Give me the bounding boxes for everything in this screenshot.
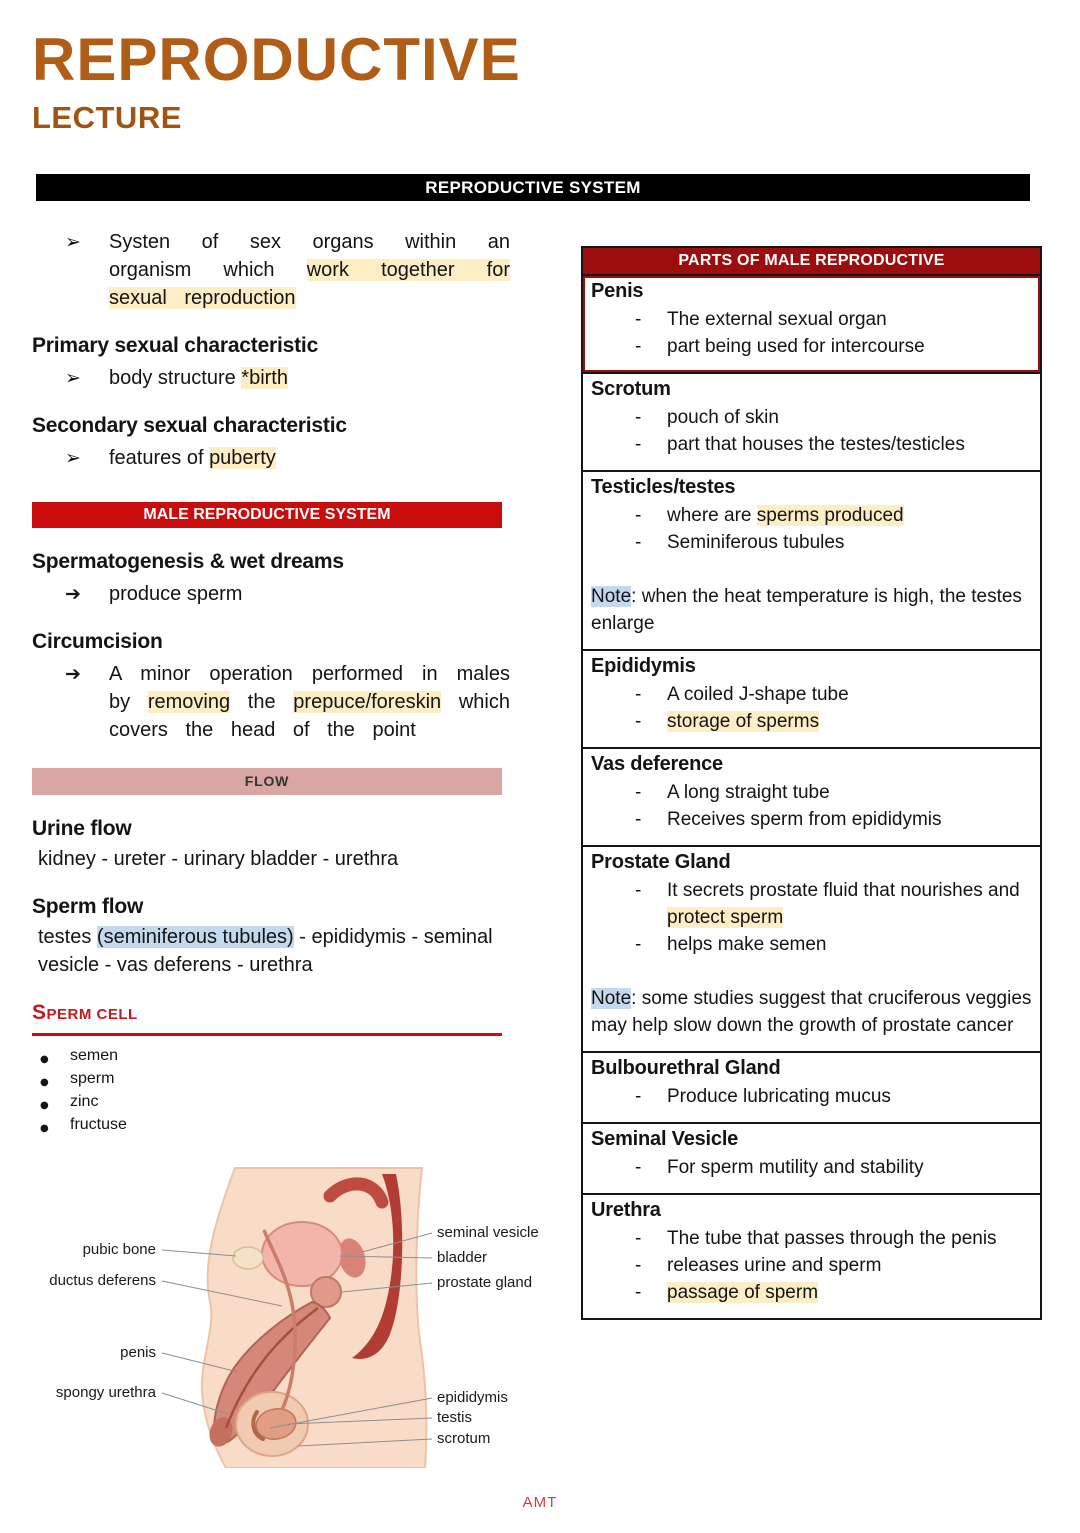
intro-text xyxy=(109,228,510,312)
sperm-flow-text xyxy=(32,923,510,979)
text-segment: features of xyxy=(109,447,210,469)
male-anatomy-illustration xyxy=(30,1166,570,1468)
text-segment: Seminiferous tubules xyxy=(667,532,845,553)
sperm-cell-item: ● fructuse xyxy=(32,1113,510,1136)
text-segment: releases urine and sperm xyxy=(667,1255,882,1276)
table-bullet xyxy=(591,502,1034,529)
table-section-title: Seminal Vesicle xyxy=(591,1128,739,1150)
text-segment: For sperm mutility and stability xyxy=(667,1157,924,1178)
table-bullet xyxy=(591,708,1034,735)
sperm-cell-item: ● semen xyxy=(32,1044,510,1067)
bullet-text xyxy=(667,1279,1034,1306)
urine-flow-heading: Urine flow xyxy=(32,817,132,840)
left-column xyxy=(32,222,510,1136)
dash-marker: - xyxy=(635,336,642,357)
spermatogenesis-heading: Spermatogenesis & wet dreams xyxy=(32,550,344,573)
secondary-characteristic-point xyxy=(32,444,510,472)
table-bullet xyxy=(591,1252,1034,1279)
text-segment: helps make semen xyxy=(667,934,827,955)
secondary-characteristic-text xyxy=(109,444,510,472)
bullet-text xyxy=(667,502,1034,529)
table-section-prostate-gland xyxy=(583,845,1040,1051)
circumcision-text xyxy=(109,660,510,744)
table-section-title: Epididymis xyxy=(591,655,696,677)
text-segment: part that houses the testes/testicles xyxy=(667,434,965,455)
table-bullet xyxy=(591,931,1034,958)
diagram-label-epididymis: epididymis xyxy=(437,1389,508,1406)
text-segment: the xyxy=(230,691,294,713)
text-segment: where are xyxy=(667,505,757,526)
dash-marker: - xyxy=(635,1282,642,1303)
text-segment: puberty xyxy=(209,447,276,469)
table-bullet xyxy=(591,1279,1034,1306)
banner-reproductive-system: REPRODUCTIVE SYSTEM xyxy=(36,174,1030,201)
bullet-text xyxy=(667,404,1034,431)
arrow-bullet-icon: ➢ xyxy=(65,447,81,469)
parts-table-header: PARTS OF MALE REPRODUCTIVE xyxy=(583,248,1040,274)
sperm-cell-list xyxy=(32,1044,510,1136)
text-segment: Note xyxy=(591,586,632,607)
table-note xyxy=(591,985,1034,1039)
primary-characteristic-heading: Primary sexual characteristic xyxy=(32,334,319,357)
text-segment: which covers the head of the point xyxy=(109,691,510,741)
text-segment: (seminiferous tubules) xyxy=(96,926,294,948)
diagram-label-scrotum: scrotum xyxy=(437,1430,491,1447)
bullet-text xyxy=(667,306,1034,333)
table-bullet xyxy=(591,431,1034,458)
primary-characteristic-text xyxy=(109,364,510,392)
circumcision-point xyxy=(32,660,510,744)
bullet-text xyxy=(667,681,1034,708)
text-segment: Receives sperm from epididymis xyxy=(667,809,942,830)
table-section-penis xyxy=(583,274,1040,372)
diagram-label-prostate-gland: prostate gland xyxy=(437,1274,533,1291)
arrow-right-icon: ➔ xyxy=(65,583,81,605)
banner-male-reproductive-system: MALE REPRODUCTIVE SYSTEM xyxy=(32,502,502,528)
table-section-seminal-vesicle xyxy=(583,1122,1040,1193)
sperm-flow-heading: Sperm flow xyxy=(32,895,144,918)
text-segment: The tube that passes through the penis xyxy=(667,1228,997,1249)
text-segment: The external sexual organ xyxy=(667,309,887,330)
table-section-title: Testicles/testes xyxy=(591,476,736,498)
table-bullet xyxy=(591,779,1034,806)
pubic-bone-shape xyxy=(233,1247,263,1269)
table-bullet xyxy=(591,306,1034,333)
dash-marker: - xyxy=(635,934,642,955)
text-segment: body structure xyxy=(109,367,242,389)
bullet-text xyxy=(667,779,1034,806)
table-section-scrotum xyxy=(583,372,1040,470)
dash-marker: - xyxy=(635,407,642,428)
text-segment: part being used for intercourse xyxy=(667,336,925,357)
dash-marker: - xyxy=(635,1157,642,1178)
urine-flow-text xyxy=(32,845,510,873)
bullet-text xyxy=(667,1154,1034,1181)
bullet-text xyxy=(667,333,1034,360)
text-segment: prepuce/foreskin xyxy=(293,691,442,713)
table-bullet xyxy=(591,681,1034,708)
table-bullet xyxy=(591,877,1034,931)
dash-marker: - xyxy=(635,711,642,732)
text-segment: : when the heat temperature is high, the testes enlarge xyxy=(591,586,1022,634)
text-segment: removing xyxy=(147,691,231,713)
text-segment: - epididymis - seminal vesicle - vas deferens - urethra xyxy=(38,926,493,976)
bullet-text xyxy=(667,931,1034,958)
table-section-title: Urethra xyxy=(591,1199,661,1221)
dash-marker: - xyxy=(635,309,642,330)
table-bullet xyxy=(591,529,1034,556)
text-segment: Produce lubricating mucus xyxy=(667,1086,891,1107)
spermatogenesis-point xyxy=(32,580,510,608)
spermatogenesis-text xyxy=(109,580,510,608)
dash-marker: - xyxy=(635,505,642,526)
text-segment: sperms produced xyxy=(756,505,904,526)
table-note xyxy=(591,583,1034,637)
diagram-label-pubic-bone: pubic bone xyxy=(82,1241,156,1258)
page-title: REPRODUCTIVE xyxy=(32,26,521,93)
banner-flow: FLOW xyxy=(32,768,502,795)
text-segment: protect sperm xyxy=(667,907,784,928)
secondary-characteristic-heading: Secondary sexual characteristic xyxy=(32,414,347,437)
bullet-text xyxy=(667,1252,1034,1279)
table-bullet xyxy=(591,1154,1034,1181)
table-section-epididymis xyxy=(583,649,1040,747)
bullet-text xyxy=(667,431,1034,458)
intro-point xyxy=(32,228,510,312)
text-segment: *birth xyxy=(241,367,288,389)
text-segment: It secrets prostate fluid that nourishes and xyxy=(667,880,1020,901)
text-segment: testes xyxy=(38,926,97,948)
diagram-label-penis: penis xyxy=(120,1344,156,1361)
bullet-text xyxy=(667,1083,1034,1110)
page-header xyxy=(32,26,521,136)
text-segment: A long straight tube xyxy=(667,782,830,803)
text-segment: : some studies suggest that cruciferous veggies may help slow down the growth of prostate cancer xyxy=(591,988,1032,1036)
diagram-label-bladder: bladder xyxy=(437,1249,488,1266)
dash-marker: - xyxy=(635,684,642,705)
text-segment: Note xyxy=(591,988,632,1009)
text-segment: pouch of skin xyxy=(667,407,779,428)
bullet-text xyxy=(667,708,1034,735)
sperm-cell-heading: SPERM CELL xyxy=(32,1001,502,1036)
arrow-bullet-icon: ➢ xyxy=(65,367,81,389)
page-footer: AMT xyxy=(522,1494,558,1511)
bullet-text xyxy=(667,529,1034,556)
table-section-title: Bulbourethral Gland xyxy=(591,1057,781,1079)
diagram-label-ductus-deferens: ductus deferens xyxy=(49,1272,156,1289)
bullet-text xyxy=(667,806,1034,833)
bullet-text xyxy=(667,877,1034,931)
table-section-title: Vas deference xyxy=(591,753,723,775)
table-section-title: Penis xyxy=(591,280,644,302)
diagram-label-testis: testis xyxy=(437,1409,473,1426)
parts-table-sections xyxy=(583,274,1040,1318)
sperm-cell-item: ● zinc xyxy=(32,1090,510,1113)
table-bullet xyxy=(591,806,1034,833)
text-segment: kidney - ureter - urinary bladder - urethra xyxy=(38,848,399,870)
circumcision-heading: Circumcision xyxy=(32,630,163,653)
table-section-testicles-testes xyxy=(583,470,1040,649)
table-section-vas-deference xyxy=(583,747,1040,845)
text-segment: produce sperm xyxy=(109,583,243,605)
table-bullet xyxy=(591,1083,1034,1110)
dash-marker: - xyxy=(635,809,642,830)
text-segment: passage of sperm xyxy=(667,1282,819,1303)
dash-marker: - xyxy=(635,782,642,803)
table-section-bulbourethral-gland xyxy=(583,1051,1040,1122)
table-bullet xyxy=(591,1225,1034,1252)
dash-marker: - xyxy=(635,880,642,901)
table-bullet xyxy=(591,404,1034,431)
arrow-right-icon: ➔ xyxy=(65,663,81,685)
page-subtitle: LECTURE xyxy=(32,100,182,135)
sperm-cell-item: ● sperm xyxy=(32,1067,510,1090)
arrow-bullet-icon: ➢ xyxy=(65,231,81,253)
primary-characteristic-point xyxy=(32,364,510,392)
table-section-title: Prostate Gland xyxy=(591,851,731,873)
anatomy-diagram xyxy=(30,1166,570,1468)
dash-marker: - xyxy=(635,532,642,553)
dash-marker: - xyxy=(635,434,642,455)
table-section-title: Scrotum xyxy=(591,378,671,400)
table-bullet xyxy=(591,333,1034,360)
dash-marker: - xyxy=(635,1255,642,1276)
parts-of-male-reproductive-table xyxy=(581,246,1042,1320)
text-segment: A minor operation performed in males by xyxy=(109,663,510,713)
text-segment: work together for sexual reproduction xyxy=(109,259,510,309)
diagram-label-spongy-urethra: spongy urethra xyxy=(55,1384,156,1401)
text-segment: A coiled J-shape tube xyxy=(667,684,849,705)
diagram-label-seminal-vesicle: seminal vesicle xyxy=(437,1224,539,1241)
table-section-urethra xyxy=(583,1193,1040,1318)
dash-marker: - xyxy=(635,1228,642,1249)
text-segment: Systen of sex organs within an organism which xyxy=(109,231,510,281)
dash-marker: - xyxy=(635,1086,642,1107)
bullet-text xyxy=(667,1225,1034,1252)
text-segment: storage of sperms xyxy=(667,711,820,732)
